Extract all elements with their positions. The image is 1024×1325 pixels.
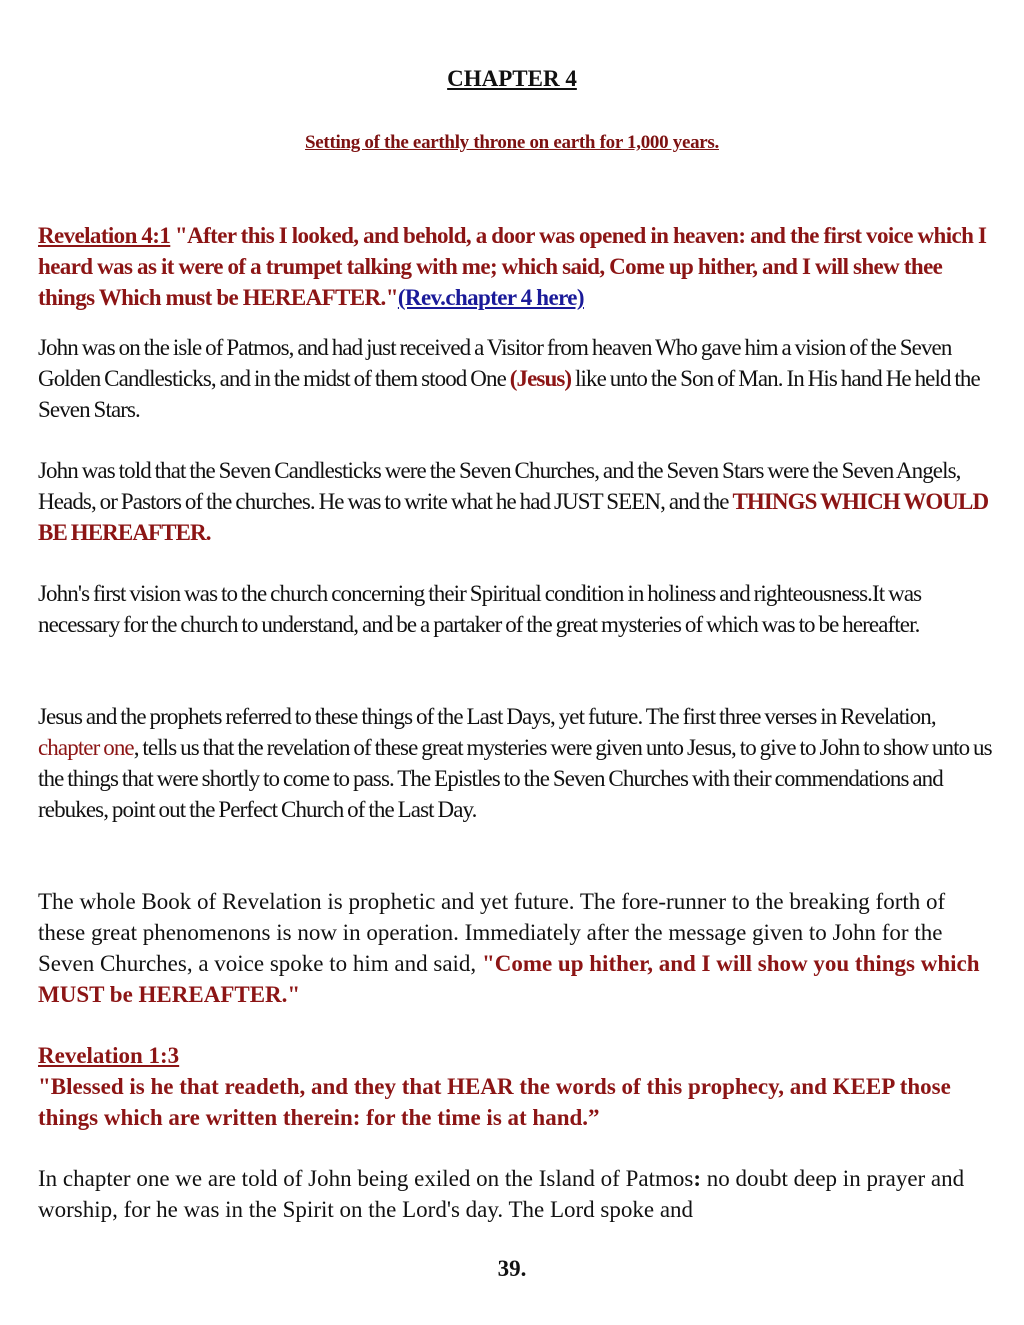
jesus-emphasis: (Jesus) xyxy=(509,366,572,391)
paragraph-patmos-vision xyxy=(38,332,993,425)
verse-revelation-4-1 xyxy=(38,220,993,313)
verse-text: "After this I looked, and behold, a door was opened in heaven: and the first voice which I heard was as it were of a trumpet talking with me; which said, Come up hither, and I will shew thee things Which must be HEREAFTER." xyxy=(38,223,987,310)
paragraph-text: like unto the Son of Man. In His hand He held the Seven Stars. xyxy=(38,366,980,422)
chapter-one-reference: chapter one xyxy=(38,735,134,760)
paragraph-first-vision: John's first vision was to the church concerning their Spiritual condition in holiness and righteousness.It was necessary for the church to understand, and be a partaker of the great mysteries of which was to be hereafter. xyxy=(38,581,922,637)
paragraph-text: Jesus and the prophets referred to these things of the Last Days, yet future. The first three verses in Revelation, xyxy=(38,704,936,729)
rev-chapter-4-link[interactable]: (Rev.chapter 4 here) xyxy=(397,285,584,310)
paragraph-chapter-one xyxy=(38,1163,993,1225)
come-up-hither-quote: "Come up hither, and I will show you things which MUST be HEREAFTER." xyxy=(38,951,980,1007)
verse-reference: Revelation 1:3 xyxy=(38,1043,180,1068)
paragraph-text: , tells us that the revelation of these great mysteries were given unto Jesus, to give to John to show unto us the things that were shortly to come to pass. The Epistles to the Seven Churches with their commendations and rebukes, point out the Perfect Church of the Last Day. xyxy=(38,735,992,822)
paragraph-text: no doubt deep in prayer and worship, for he was in the Spirit on the Lord's day. The Lord spoke and xyxy=(38,1166,965,1222)
chapter-subtitle: Setting of the earthly throne on earth for 1,000 years. xyxy=(305,132,719,153)
paragraph-last-days xyxy=(38,701,993,825)
hereafter-emphasis: THINGS WHICH WOULD BE HEREAFTER. xyxy=(38,489,989,545)
verse-reference: Revelation 4:1 xyxy=(38,223,171,248)
paragraph-book-of-revelation xyxy=(38,886,993,1010)
chapter-title: CHAPTER 4 xyxy=(447,66,577,91)
paragraph-text: John was told that the Seven Candlesticks were the Seven Churches, and the Seven Stars were the Seven Angels, Heads, or Pastors of the churches. He was to write what he had JUST SEEN, and the xyxy=(38,458,961,514)
paragraph-text: The whole Book of Revelation is prophetic and yet future. The fore-runner to the breaking forth of these great phenomenons is now in operation. Immediately after the message given to John for the Seven Churches, a voice spoke to him and said, xyxy=(38,889,946,976)
colon: : xyxy=(693,1166,701,1191)
page-number: 39. xyxy=(497,1256,527,1281)
verse-revelation-1-3 xyxy=(38,1040,993,1133)
paragraph-text: In chapter one we are told of John being exiled on the Island of Patmos xyxy=(38,1166,694,1191)
paragraph-candlesticks xyxy=(38,455,993,548)
verse-text: "Blessed is he that readeth, and they that HEAR the words of this prophecy, and KEEP those things which are written therein: for the time is at hand.” xyxy=(38,1074,951,1130)
paragraph-text: John was on the isle of Patmos, and had just received a Visitor from heaven Who gave him a vision of the Seven Golden Candlesticks, and in the midst of them stood One xyxy=(38,335,952,391)
